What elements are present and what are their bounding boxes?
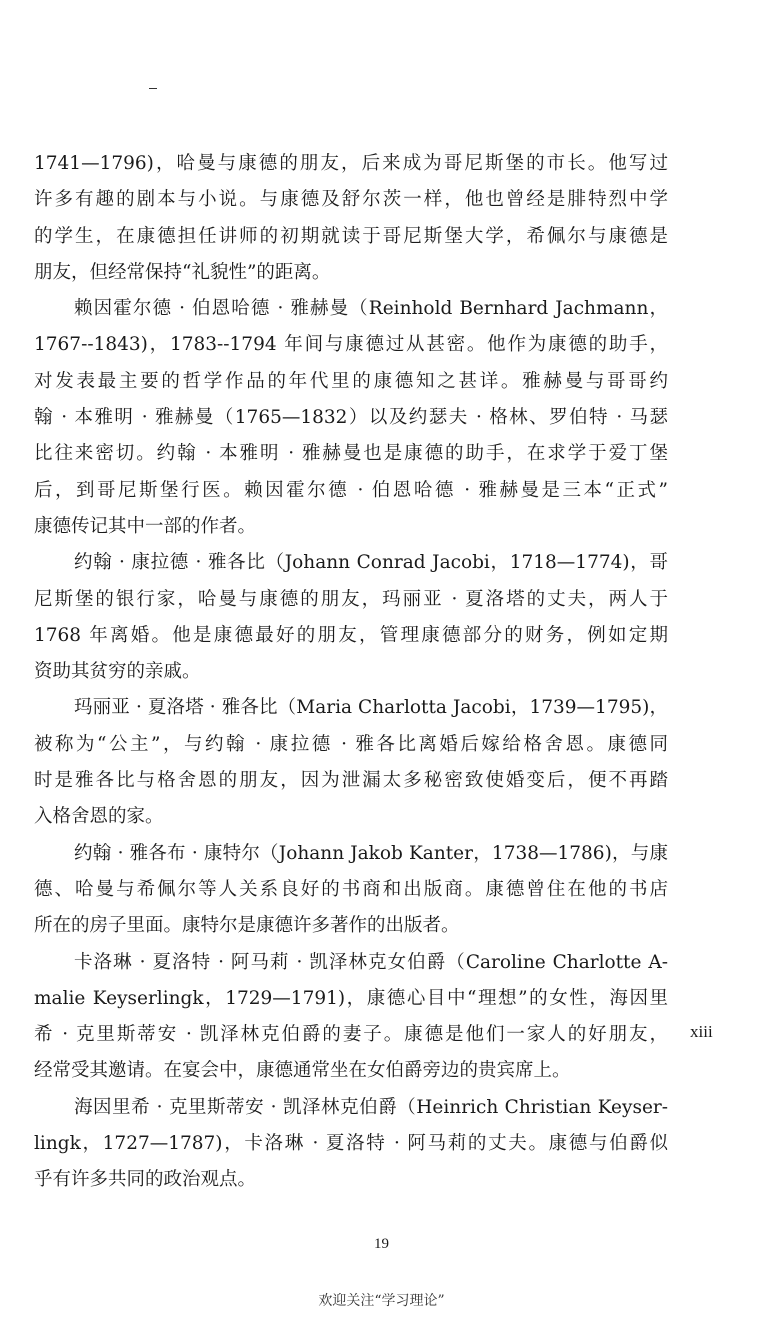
text-line: 康德传记其中一部的作者。 [34, 515, 257, 537]
text-line: 1767--1843)，1783--1794 年间与康德过从甚密。他作为康德的助手， [34, 334, 668, 356]
paragraph-count-keyserlingk [34, 1090, 668, 1199]
text-line: lingk，1727—1787)，卡洛琳 · 夏洛特 · 阿马莉的丈夫。康德与伯爵似 [34, 1133, 668, 1155]
text-line: 被称为“公主”，与约翰 · 康拉德 · 雅各比离婚后嫁给格舍恩。康德同 [34, 733, 668, 755]
footer-note: 欢迎关注“学习理论” [318, 1293, 445, 1309]
text-line: 许多有趣的剧本与小说。与康德及舒尔茨一样，他也曾经是腓特烈中学 [34, 189, 668, 211]
top-dash-mark [149, 88, 157, 89]
paragraph-countess-keyserlingk [34, 945, 668, 1090]
text-line: malie Keyserlingk，1729—1791)，康德心目中“理想”的女性，海因里 [34, 987, 668, 1009]
page-number: 19 [374, 1236, 389, 1252]
text-line: 后，到哥尼斯堡行医。赖因霍尔德 · 伯恩哈德 · 雅赫曼是三本“正式” [34, 479, 668, 501]
text-line: 时是雅各比与格舍恩的朋友，因为泄漏太多秘密致使婚变后，便不再踏 [34, 770, 668, 792]
paragraph-maria-jacobi [34, 690, 668, 835]
text-line: 朋友，但经常保持“礼貌性”的距离。 [34, 261, 331, 283]
text-line: 的学生，在康德担任讲师的初期就读于哥尼斯堡大学，希佩尔与康德是 [34, 225, 668, 247]
paragraph-jachmann [34, 291, 668, 545]
text-line: 约翰 · 康拉德 · 雅各比（Johann Conrad Jacobi，1718—1774)，哥 [74, 552, 668, 574]
text-line: 赖因霍尔德 · 伯恩哈德 · 雅赫曼（Reinhold Bernhard Jachmann， [74, 298, 668, 320]
text-line: 翰 · 本雅明 · 雅赫曼（1765—1832）以及约瑟夫 · 格林、罗伯特 · 马瑟 [34, 407, 668, 429]
text-line: 入格舍恩的家。 [34, 806, 164, 828]
paragraph-kanter [34, 836, 668, 945]
text-line: 对发表最主要的哲学作品的年代里的康德知之甚详。雅赫曼与哥哥约 [34, 370, 668, 392]
text-line: 卡洛琳 · 夏洛特 · 阿马莉 · 凯泽林克女伯爵（Caroline Charlotte A- [74, 951, 668, 973]
text-line: 海因里希 · 克里斯蒂安 · 凯泽林克伯爵（Heinrich Christian Keyser- [74, 1096, 668, 1118]
text-line: 乎有许多共同的政治观点。 [34, 1169, 257, 1191]
paragraph-johann-jacobi [34, 545, 668, 690]
text-line: 资助其贫穷的亲戚。 [34, 661, 201, 683]
text-line: 德、哈曼与希佩尔等人关系良好的书商和出版商。康德曾住在他的书店 [34, 878, 668, 900]
text-line: 经常受其邀请。在宴会中，康德通常坐在女伯爵旁边的贵宾席上。 [34, 1060, 571, 1082]
body-text [34, 146, 668, 1199]
text-line: 比往来密切。约翰 · 本雅明 · 雅赫曼也是康德的助手，在求学于爱丁堡 [34, 443, 668, 465]
paragraph-hippel [34, 146, 668, 291]
text-line: 玛丽亚 · 夏洛塔 · 雅各比（Maria Charlotta Jacobi，1739—1795)， [74, 697, 668, 719]
text-line: 1741—1796)，哈曼与康德的朋友，后来成为哥尼斯堡的市长。他写过 [34, 153, 668, 174]
text-line: 希 · 克里斯蒂安 · 凯泽林克伯爵的妻子。康德是他们一家人的好朋友， [34, 1024, 668, 1046]
text-line: 尼斯堡的银行家，哈曼与康德的朋友，玛丽亚 · 夏洛塔的丈夫，两人于 [34, 588, 668, 610]
margin-page-number: xiii [690, 1022, 713, 1041]
text-line: 所在的房子里面。康特尔是康德许多著作的出版者。 [34, 915, 460, 937]
text-line: 1768 年离婚。他是康德最好的朋友，管理康德部分的财务，例如定期 [34, 624, 668, 646]
text-line: 约翰 · 雅各布 · 康特尔（Johann Jakob Kanter，1738—1786)，与康 [74, 842, 668, 864]
